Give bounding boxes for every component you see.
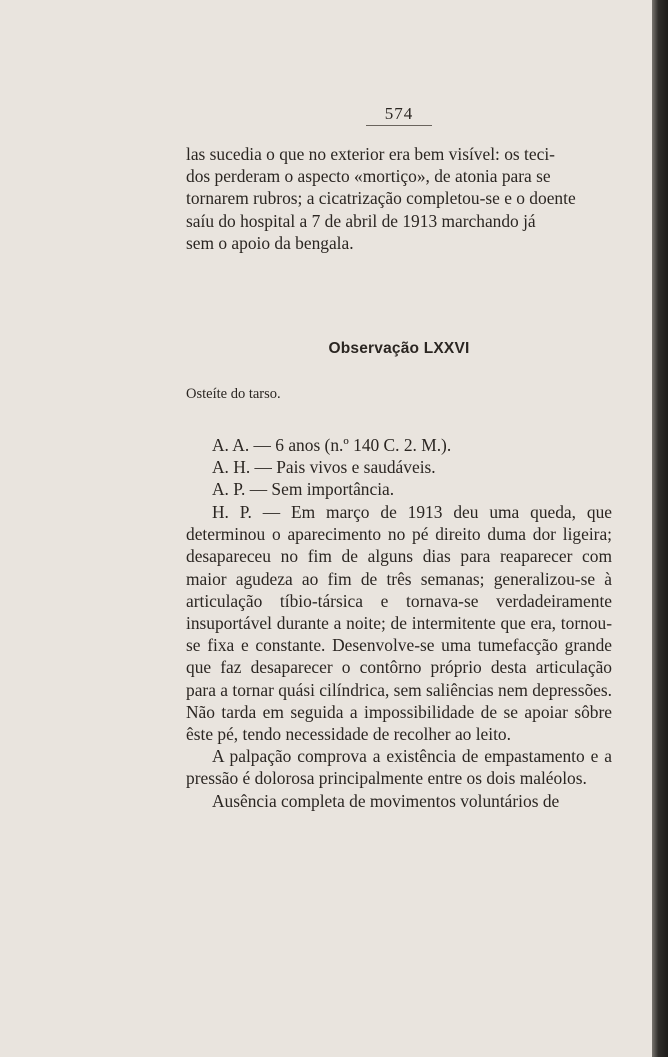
anamnesis-line: A. A. — 6 anos (n.º 140 C. 2. M.). — [212, 435, 452, 455]
case-body — [186, 501, 612, 812]
page-edge-shadow — [652, 0, 668, 1057]
observation-heading: Observação LXXVI — [328, 340, 470, 357]
absence-paragraph: Ausência completa de movimentos voluntários de — [212, 790, 560, 811]
intro-text — [186, 143, 612, 254]
diagnosis-subtitle: Osteíte do tarso. — [186, 386, 281, 402]
anamnesis-list — [212, 434, 612, 501]
intro-line: saíu do hospital a 7 de abril de 1913 marchando já — [186, 210, 536, 231]
palpation-paragraph: A palpação comprova a existência de empastamento e a pressão é dolorosa principalmente entre os dois maléolos. — [186, 746, 612, 789]
anamnesis-line: A. P. — Sem importância. — [212, 479, 395, 500]
intro-line: las sucedia o que no exterior era bem visível: os teci- — [186, 144, 555, 164]
intro-line: tornarem rubros; a cicatrização completou-se e o doente — [186, 188, 576, 209]
page-number: 574 — [366, 104, 432, 126]
intro-line: dos perderam o aspecto «mortiço», de atonia para se — [186, 166, 551, 187]
history-paragraph: H. P. — Em março de 1913 deu uma queda, que determinou o aparecimento no pé direito duma dor ligeira; desapareceu no fim de alguns dias para reaparecer com maior agudeza ao fim de três semanas; generalizou-se à articulação tíbio-társica e tornava-se verdadeiramente insuportável durante a noite; de intermitente que era, tornou-se fixa e constante. Desenvolve-se uma tumefacção grande que faz desaparecer o contôrno próprio desta articulação para a tornar quási cilíndrica, sem saliências nem depressões. Não tarda em seguida a impossibilidade de se apoiar sôbre êste pé, tendo necessidade de recolher ao leito. — [186, 502, 612, 745]
anamnesis-line: A. H. — Pais vivos e saudáveis. — [212, 457, 436, 478]
intro-line: sem o apoio da bengala. — [186, 232, 354, 253]
